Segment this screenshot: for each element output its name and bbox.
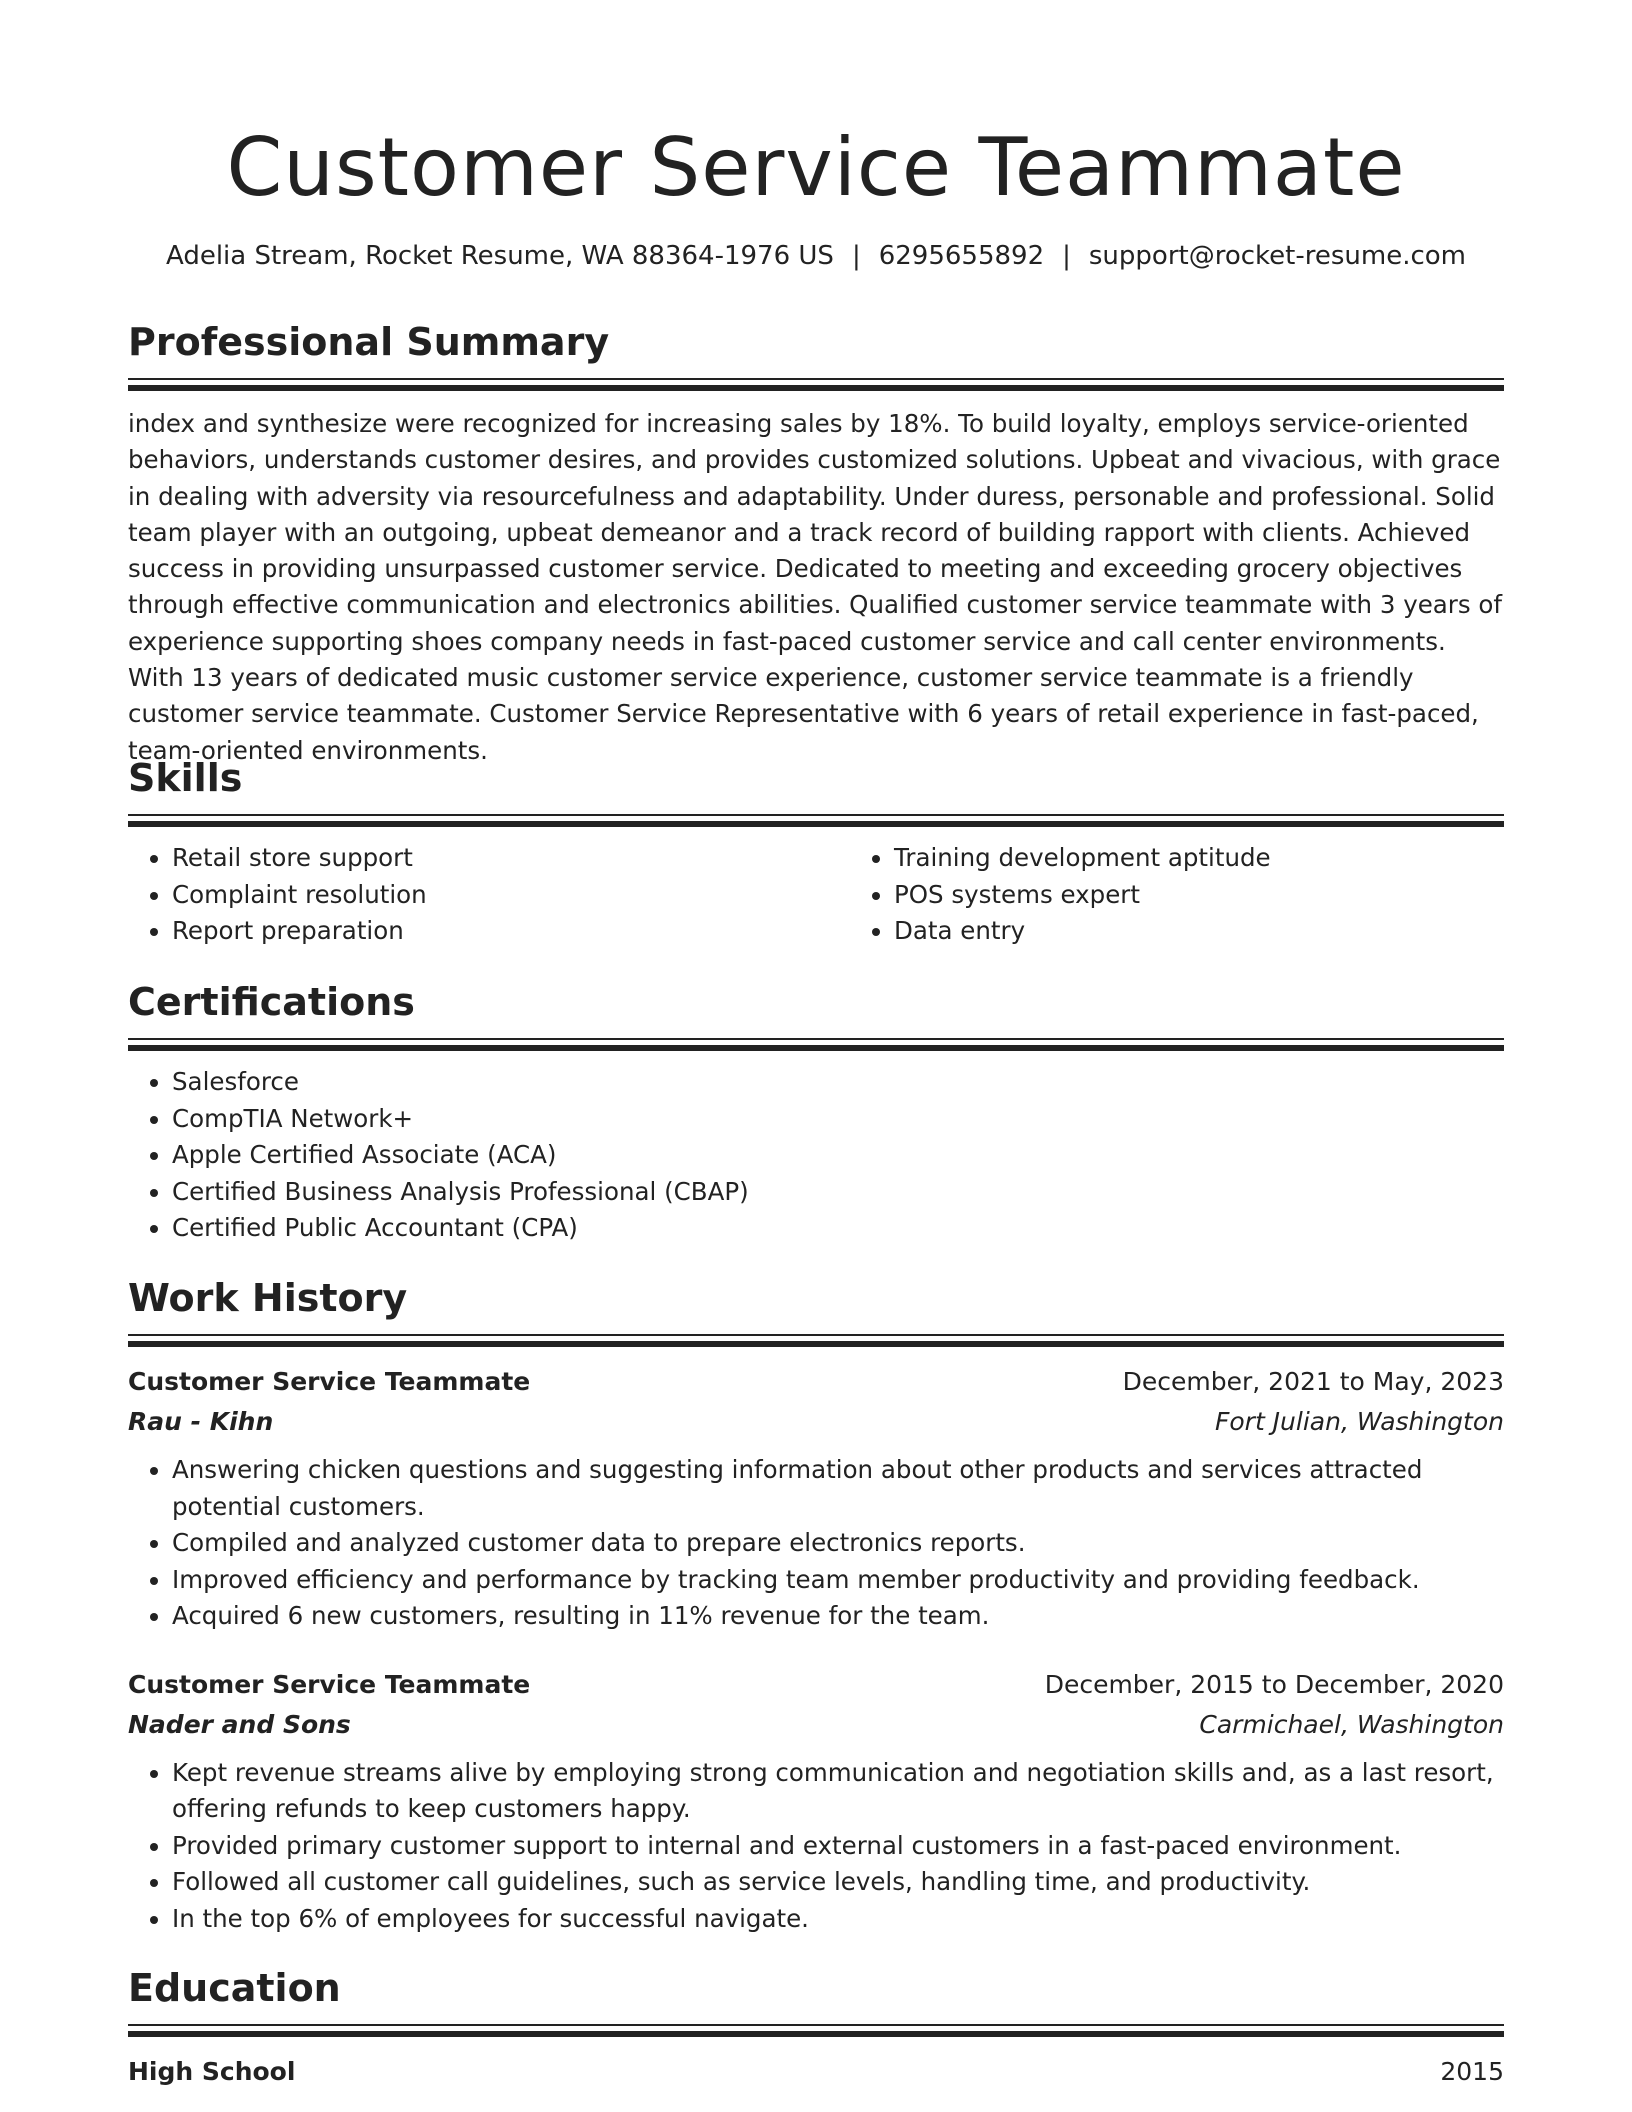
job-subheader (128, 1402, 1504, 1442)
job-title: Customer Service Teammate (128, 1669, 531, 1699)
certification-item: • Certified Business Analysis Professional (CBAP) (172, 1174, 1504, 1211)
contact-address: Adelia Stream, Rocket Resume, WA 88364-1976 US (166, 241, 834, 271)
skill-item: • POS systems expert (894, 877, 1572, 914)
job-bullet: • Followed all customer call guidelines, such as service levels, handling time, and productivity. (172, 1864, 1504, 1901)
skill-item: • Data entry (894, 913, 1572, 950)
section-divider (128, 814, 1504, 828)
job-bullet: • Provided primary customer support to internal and external customers in a fast-paced environment. (172, 1828, 1504, 1865)
job-subheader (128, 1705, 1504, 1745)
job-bullet: • Acquired 6 new customers, resulting in 11% revenue for the team. (172, 1598, 1504, 1635)
skill-item: • Retail store support (172, 840, 850, 877)
skill-item: • Training development aptitude (894, 840, 1572, 877)
job-bullets (128, 1452, 1504, 1635)
job-company: Rau - Kihn (128, 1407, 274, 1436)
skill-item: • Report preparation (172, 913, 850, 950)
job-company: Nader and Sons (128, 1709, 351, 1739)
job-dates: December, 2021 to May, 2023 (1122, 1367, 1504, 1396)
job-bullet: • Answering chicken questions and suggesting information about other products and services attracted potential customers. (172, 1452, 1504, 1525)
contact-separator: | (851, 241, 861, 271)
skills-columns (128, 840, 1504, 950)
summary-text: index and synthesize were recognized for increasing sales by 18%. To build loyalty, employs service-oriented behaviors, understands customer desires, and provides customized solutions. Upbeat and vivacious, with grace in dealing with adversity via resourcefulness and adaptability. Under duress, personable and professional. Solid team player with an outgoing, upbeat demeanor and a track record of building rapport with clients. Achieved success in providing unsurpassed customer service. Dedicated to meeting and exceeding grocery objectives through effective communication and electronics abilities. Qualified customer service teammate with 3 years of experience supporting shoes company needs in fast-paced customer service and call center environments. With 13 years of dedicated music customer service experience, customer service teammate is a friendly customer service teammate. Customer Service Representative with 6 years of retail experience in fast-paced, team-oriented environments. (128, 409, 1503, 765)
contact-separator: | (1062, 241, 1071, 271)
job-location: Fort Julian, Washington (1214, 1407, 1504, 1436)
certification-item: • Apple Certified Associate (ACA) (172, 1137, 1504, 1174)
certifications-section (128, 976, 1504, 1247)
job-entry (128, 1665, 1504, 1938)
job-header (128, 1665, 1504, 1705)
section-heading: Skills (128, 756, 243, 800)
education-section (128, 1962, 1504, 2092)
certification-item: • CompTIA Network+ (172, 1101, 1504, 1138)
job-bullet: • Compiled and analyzed customer data to prepare electronics reports. (172, 1525, 1504, 1562)
certifications-list (128, 1064, 1504, 1247)
job-title: Customer Service Teammate (128, 1367, 531, 1396)
education-entry (128, 2052, 1504, 2092)
section-heading: Work History (128, 1276, 408, 1320)
certification-item: • Salesforce (172, 1064, 1504, 1101)
education-degree: High School (128, 2057, 296, 2086)
contact-email: support@rocket-resume.com (1088, 241, 1466, 271)
contact-line (128, 236, 1504, 276)
job-header (128, 1362, 1504, 1402)
job-entry (128, 1362, 1504, 1635)
summary-section (128, 316, 1504, 769)
section-divider (128, 1334, 1504, 1348)
job-location: Carmichael, Washington (1199, 1709, 1504, 1739)
skills-section (128, 752, 1504, 950)
section-heading: Professional Summary (128, 320, 610, 364)
skills-list-left (128, 840, 850, 950)
job-bullet: • Kept revenue streams alive by employing strong communication and negotiation skills and, as a last resort, offering refunds to keep customers happy. (172, 1755, 1504, 1828)
certification-item: • Certified Public Accountant (CPA) (172, 1210, 1504, 1247)
education-year: 2015 (1440, 2057, 1504, 2086)
resume-title: Customer Service Teammate (226, 121, 1406, 214)
job-dates: December, 2015 to December, 2020 (1044, 1669, 1504, 1699)
section-heading: Certifications (128, 980, 415, 1024)
work-history-section (128, 1272, 1504, 1937)
skill-item: • Complaint resolution (172, 877, 850, 914)
section-divider (128, 2024, 1504, 2038)
section-divider (128, 1038, 1504, 1052)
skills-list-right (850, 840, 1572, 950)
section-heading: Education (128, 1966, 341, 2010)
job-bullet: • Improved efficiency and performance by tracking team member productivity and providing feedback. (172, 1562, 1504, 1599)
section-divider (128, 378, 1504, 392)
job-bullet: • In the top 6% of employees for successful navigate. (172, 1901, 1504, 1938)
contact-phone: 6295655892 (878, 241, 1045, 271)
job-bullets (128, 1755, 1504, 1938)
